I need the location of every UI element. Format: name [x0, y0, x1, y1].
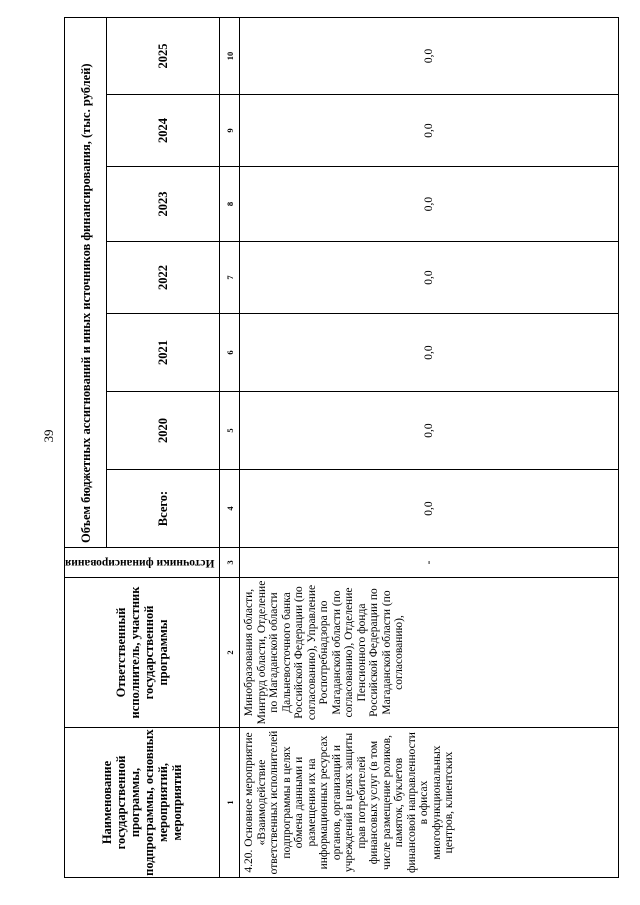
header-source-cell — [65, 548, 220, 578]
col-number: 5 — [220, 392, 240, 470]
header-source: Источники финансирования — [65, 557, 215, 569]
rotated-page — [64, 18, 619, 878]
header-year-2020: 2020 — [107, 392, 220, 470]
col-number: 8 — [220, 167, 240, 242]
header-executor: Ответственный исполнитель, участник государственной программы — [65, 578, 220, 728]
funding-table — [64, 17, 619, 878]
header-total: Всего: — [107, 470, 220, 548]
col-number: 7 — [220, 242, 240, 314]
header-year-2021: 2021 — [107, 314, 220, 392]
col-number: 9 — [220, 95, 240, 167]
header-year-2023: 2023 — [107, 167, 220, 242]
row-value-2025: 0,0 — [240, 17, 619, 94]
col-number: 6 — [220, 314, 240, 392]
col-number: 4 — [220, 470, 240, 548]
col-number: 2 — [220, 578, 240, 728]
row-value-2023: 0,0 — [240, 167, 619, 242]
row-value-2022: 0,0 — [240, 242, 619, 314]
row-value-2021: 0,0 — [240, 314, 619, 392]
header-name: Наименование государственной программы, подпрограммы, основных мероприятий, мероприятий — [65, 728, 220, 878]
row-name-cell: 4.20. Основное мероприятие «Взаимодействие ответственных исполнителей подпрограммы в целях обмена данными и размещения их на информационных ресурсах органов, организаций и учреждений в целях защиты прав потребителей финансовых услуг (в том числе размещение роликов, памяток, буклетов финансовой направленности в офисах многофункциональных центров, клиентских — [240, 728, 619, 878]
col-number: 10 — [220, 17, 240, 94]
row-value-2020: 0,0 — [240, 392, 619, 470]
col-number: 1 — [220, 728, 240, 878]
col-number: 3 — [220, 548, 240, 578]
header-year-2022: 2022 — [107, 242, 220, 314]
row-value-2024: 0,0 — [240, 95, 619, 167]
header-year-2025: 2025 — [107, 17, 220, 94]
row-executor-cell: Минобразования области, Минтруд области, Отделение по Магаданской области Дальневосточного банка Российской Федерации (по согласованию), Управление Роспотребнадзора по Магаданской области (по согласованию), Отделение Пенсионного фонда Российской Федерации по Магаданской области (по согласованию), — [240, 578, 619, 728]
row-source-cell: - — [240, 548, 619, 578]
row-value-total: 0,0 — [240, 470, 619, 548]
header-funding-group: Объем бюджетных ассигнований и иных источников финансирования, (тыс. рублей) — [65, 17, 107, 547]
page-number: 39 — [41, 429, 56, 443]
header-year-2024: 2024 — [107, 95, 220, 167]
